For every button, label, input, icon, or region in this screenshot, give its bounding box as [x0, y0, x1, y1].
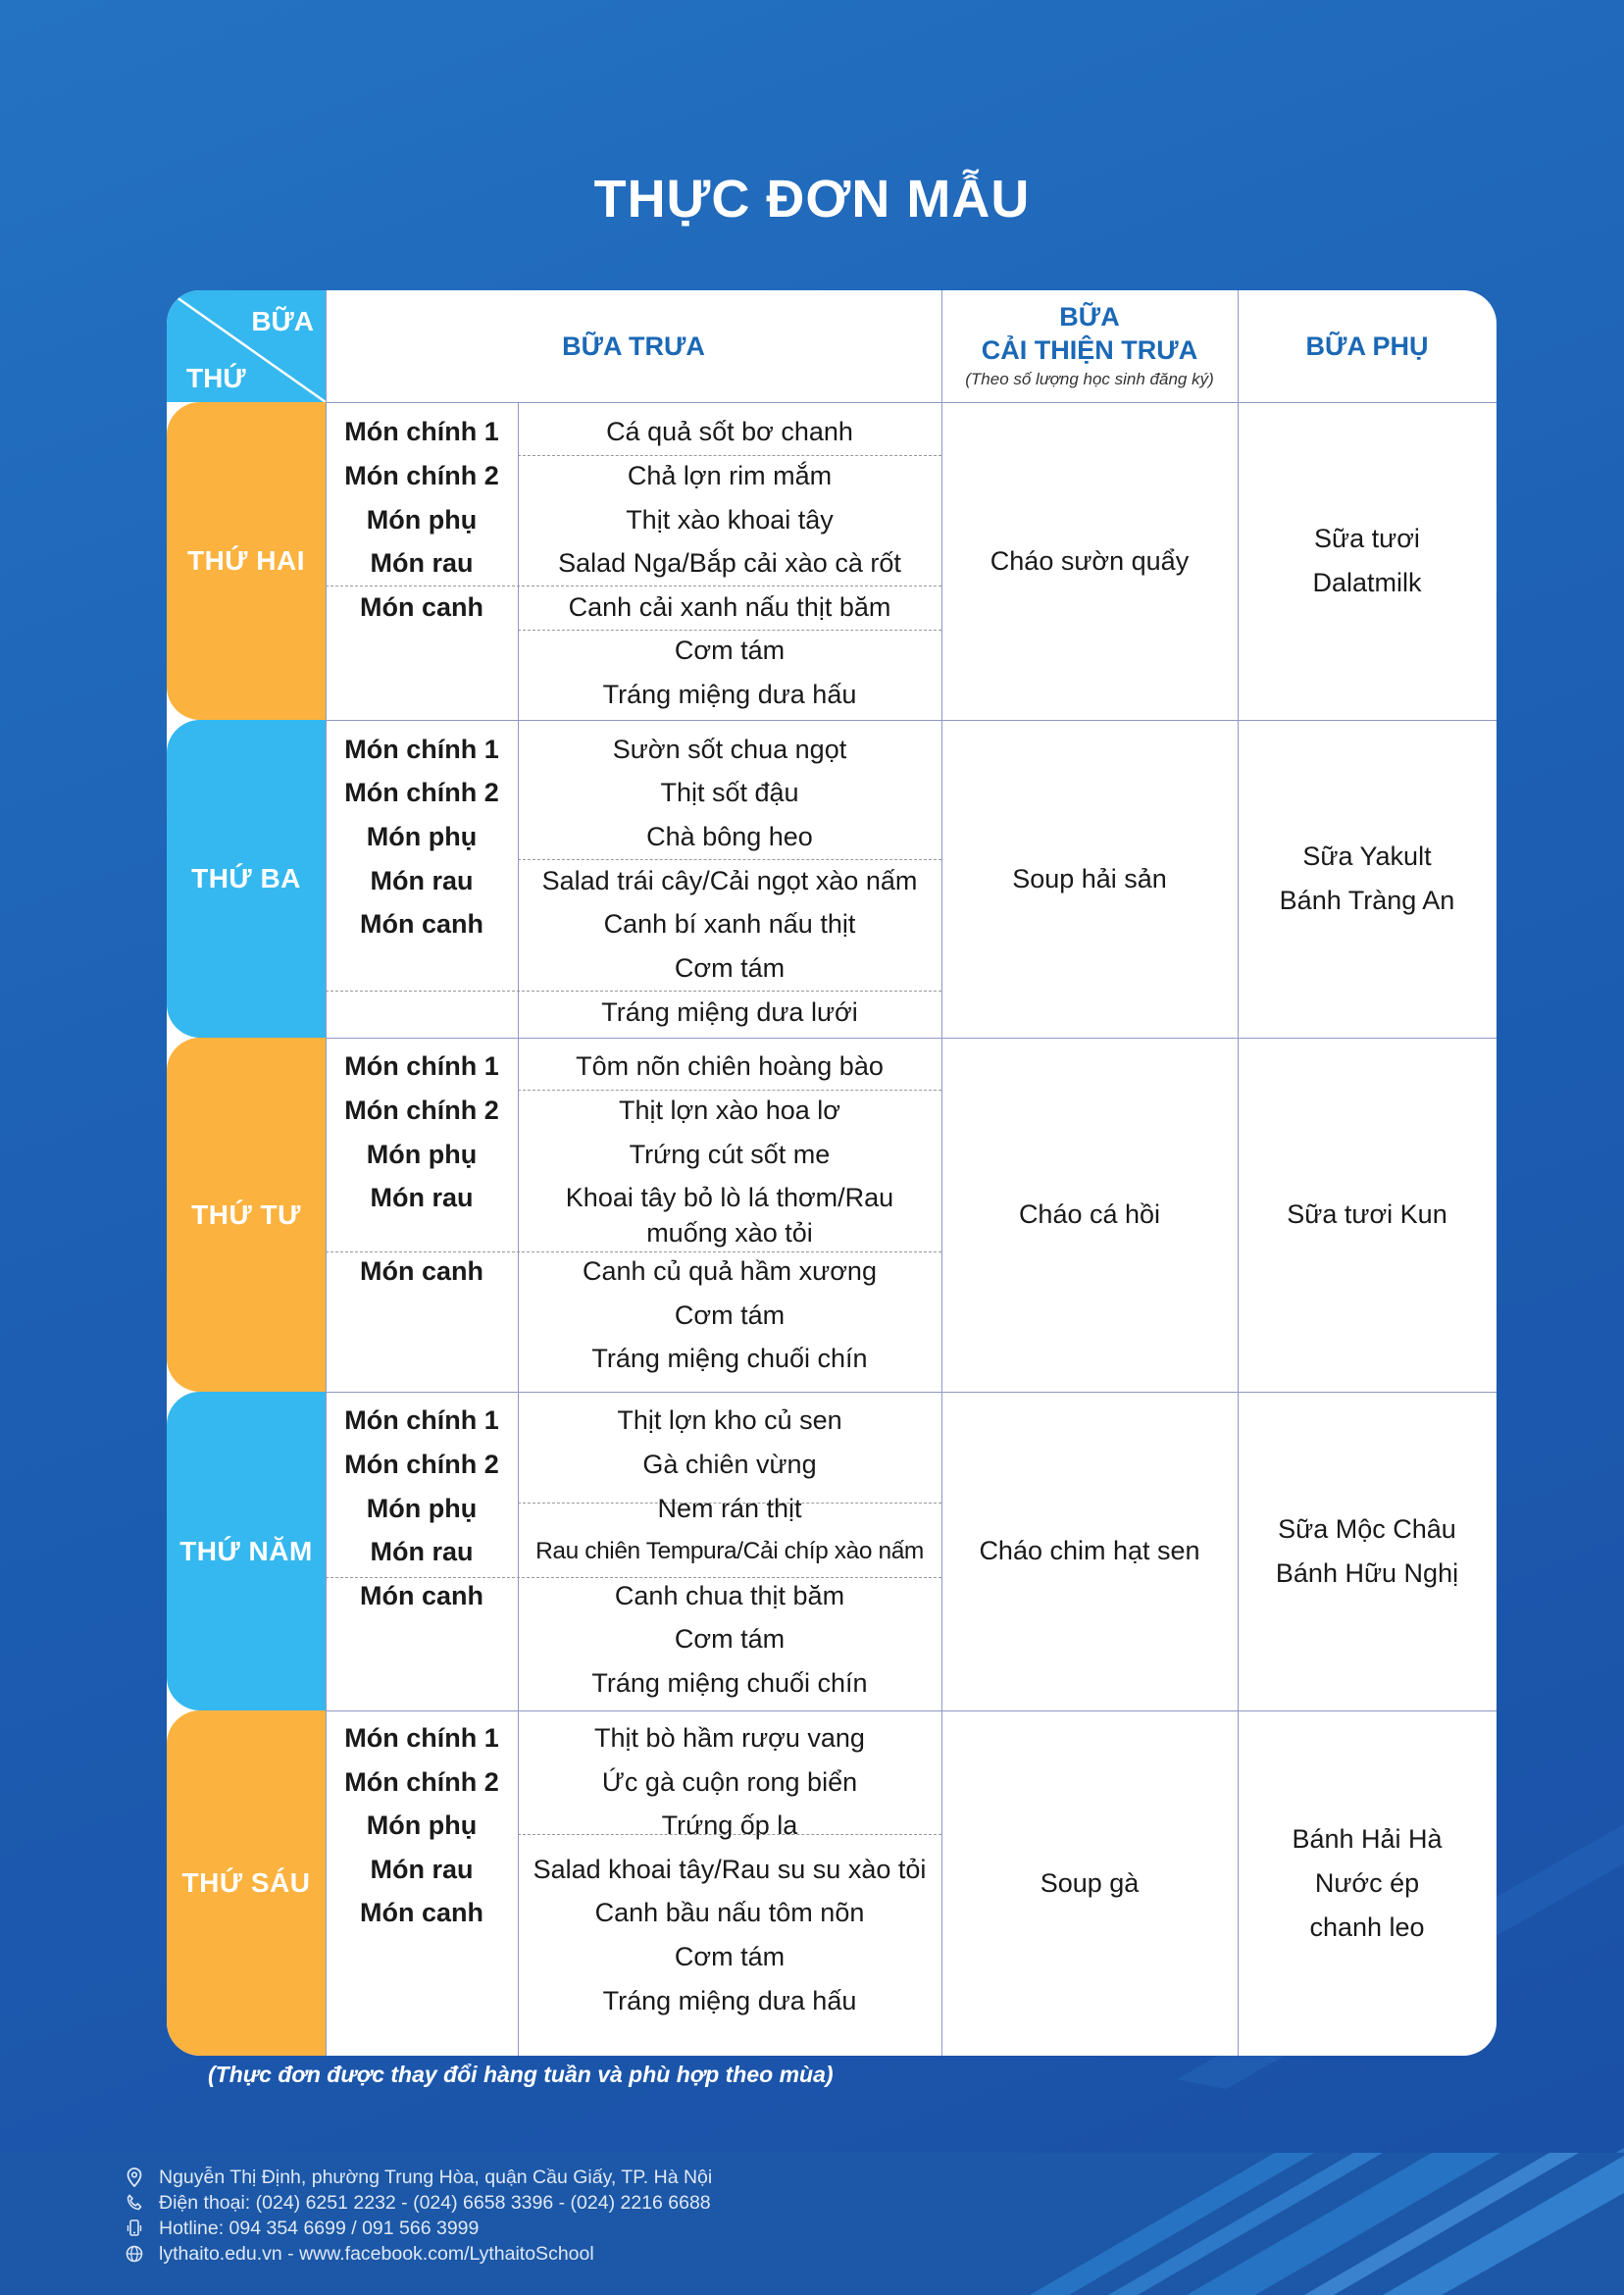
corner-meal-label: BỮA [251, 306, 314, 336]
dish-item: Ức gà cuộn rong biển [601, 1767, 858, 1797]
globe-icon [126, 2245, 159, 2263]
dish-item: Canh củ quả hầm xương [583, 1256, 877, 1286]
snack-item: Bánh Hải Hà [1292, 1823, 1443, 1854]
row-separator [518, 630, 941, 631]
dish-item: Cơm tám [674, 636, 786, 665]
dish-item: Salad trái cây/Cải ngọt xào nấm [541, 866, 918, 895]
dish-item: Thịt xào khoai tây [626, 505, 834, 535]
hotline-text: Hotline: 094 354 6699 / 091 566 3999 [159, 2217, 480, 2239]
snack-item: Bánh Hữu Nghị [1275, 1557, 1459, 1588]
day-label-thursday [167, 1392, 326, 1710]
row-separator [518, 455, 941, 456]
category-label: Món canh [360, 1581, 483, 1610]
category-label: Món phụ [366, 1140, 478, 1169]
category-label: Món chính 1 [344, 735, 499, 764]
dish-item: Thịt sốt đậu [660, 778, 799, 807]
header-improved-lunch [941, 290, 1238, 402]
category-label: Món canh [360, 909, 483, 939]
dish-item: Tráng miệng dưa lưới [601, 997, 858, 1027]
category-label: Món rau [370, 1183, 474, 1212]
improved-lunch-cell [941, 720, 1238, 1038]
category-label: Món chính 2 [344, 1096, 499, 1125]
category-label: Món canh [360, 1256, 483, 1286]
day-name: THỨ TƯ [191, 1198, 301, 1230]
category-label: Món rau [370, 1537, 474, 1566]
snack-item: Sữa Mộc Châu [1278, 1513, 1456, 1544]
category-label: Món phụ [366, 505, 478, 535]
row-separator [326, 991, 941, 992]
snack-item: Sữa tươi [1314, 524, 1420, 553]
dish-item: Nem rán thịt [657, 1494, 802, 1523]
header-snack [1238, 290, 1497, 402]
category-label: Món chính 1 [344, 1405, 499, 1435]
snack-cell [1238, 1710, 1497, 2056]
improved-lunch-item: Soup gà [1040, 1867, 1140, 1898]
header-improved-line1: BỮA [1059, 302, 1120, 332]
improved-lunch-cell [941, 1392, 1238, 1710]
dish-item: Salad khoai tây/Rau su su xào tỏi [533, 1855, 927, 1884]
snack-cell [1238, 1038, 1497, 1392]
dish-item: Cá quả sốt bơ chanh [606, 417, 853, 446]
dish-item: Tráng miệng dưa hấu [602, 680, 857, 709]
header-corner [167, 290, 326, 402]
dish-item: Tráng miệng chuối chín [591, 1344, 868, 1373]
day-label-tuesday [167, 720, 326, 1038]
dish-item: Salad Nga/Bắp cải xào cà rốt [558, 548, 901, 578]
menu-table [167, 290, 1497, 2056]
header-lunch [326, 290, 941, 402]
page-title: THỰC ĐƠN MẪU [593, 170, 1031, 229]
dish-item: Trứng cút sốt me [629, 1140, 831, 1169]
header-improved-line2: CẢI THIỆN TRƯA [981, 335, 1198, 365]
header-improved-note: (Theo số lượng học sinh đăng ký) [965, 370, 1214, 388]
day-name: THỨ NĂM [179, 1535, 313, 1566]
category-label: Món rau [370, 548, 474, 578]
day-name: THỨ HAI [186, 545, 306, 576]
location-pin-icon [126, 2168, 159, 2187]
improved-lunch-item: Cháo sườn quẩy [990, 545, 1190, 576]
dish-item: Canh bí xanh nấu thịt [603, 909, 856, 939]
category-label: Món phụ [366, 1810, 478, 1840]
category-label: Món chính 2 [344, 778, 499, 807]
dish-item: Chả lợn rim mắm [627, 461, 833, 490]
category-label: Món phụ [366, 1494, 478, 1523]
category-label: Món chính 1 [344, 417, 499, 446]
dish-item: Cơm tám [674, 1942, 786, 1971]
snack-cell [1238, 402, 1497, 720]
header-snack-label: BỮA PHỤ [1305, 332, 1429, 361]
dish-item: Canh bầu nấu tôm nõn [594, 1898, 865, 1927]
category-label: Món canh [360, 1898, 483, 1927]
improved-lunch-cell [941, 402, 1238, 720]
row-separator [518, 1090, 941, 1091]
header-lunch-label: BỮA TRƯA [562, 332, 705, 361]
category-label: Món chính 2 [344, 1767, 499, 1797]
mobile-phone-icon [126, 2218, 159, 2238]
dish-item: Canh chua thịt băm [614, 1581, 845, 1610]
snack-item: Sữa tươi Kun [1287, 1199, 1447, 1229]
dish-item: Sườn sốt chua ngọt [612, 735, 847, 764]
phone-icon [126, 2194, 159, 2212]
category-label: Món chính 2 [344, 461, 499, 490]
category-label: Món phụ [366, 822, 478, 851]
dish-item: Cơm tám [674, 1624, 786, 1654]
snack-item: Dalatmilk [1312, 568, 1422, 597]
snack-item: Nước ép [1314, 1867, 1420, 1898]
contact-info [126, 2165, 712, 2267]
website-text[interactable]: lythaito.edu.vn - www.facebook.com/LythaitoSchool [159, 2242, 594, 2265]
snack-cell [1238, 720, 1497, 1038]
category-label: Món canh [360, 592, 483, 622]
improved-lunch-item: Cháo chim hạt sen [979, 1536, 1200, 1565]
dish-item: Tráng miệng chuối chín [591, 1668, 868, 1698]
day-label-wednesday [167, 1038, 326, 1392]
dish-item: muống xào tỏi [646, 1218, 813, 1248]
improved-lunch-cell [941, 1710, 1238, 2056]
day-label-monday [167, 402, 326, 720]
improved-lunch-cell [941, 1038, 1238, 1392]
snack-item: Sữa Yakult [1302, 842, 1432, 871]
phone-text: Điện thoại: (024) 6251 2232 - (024) 6658 3396 - (024) 2216 6688 [159, 2191, 711, 2214]
day-label-friday [167, 1710, 326, 2056]
dish-item: Khoai tây bỏ lò lá thơm/Rau [565, 1183, 894, 1212]
dish-item: Trứng ốp la [661, 1810, 798, 1840]
category-label: Món chính 2 [344, 1450, 499, 1479]
improved-lunch-item: Cháo cá hồi [1018, 1199, 1161, 1229]
snack-item: chanh leo [1309, 1912, 1425, 1942]
dish-item: Thịt lợn kho củ sen [617, 1405, 842, 1435]
menu-footnote: (Thực đơn được thay đổi hàng tuần và phù hợp theo mùa) [208, 2062, 834, 2087]
category-label: Món rau [370, 1855, 474, 1884]
category-label: Món chính 1 [344, 1051, 499, 1081]
category-label: Món rau [370, 866, 474, 895]
day-name: THỨ BA [191, 863, 301, 893]
category-label: Món chính 1 [344, 1723, 499, 1753]
dish-item: Cơm tám [674, 1300, 786, 1330]
dish-item: Tráng miệng dưa hấu [602, 1986, 857, 2015]
dish-item: Gà chiên vừng [642, 1450, 817, 1479]
dish-item: Rau chiên Tempura/Cải chíp xào nấm [535, 1538, 924, 1564]
corner-day-label: THỨ [186, 363, 246, 393]
dish-item: Cơm tám [674, 953, 786, 983]
dish-item: Thịt bò hầm rượu vang [594, 1723, 865, 1753]
dish-item: Canh cải xanh nấu thịt băm [568, 592, 891, 622]
day-name: THỨ SÁU [181, 1867, 311, 1898]
snack-item: Bánh Tràng An [1279, 886, 1455, 915]
dish-item: Tôm nõn chiên hoàng bào [576, 1051, 884, 1081]
dish-item: Chà bông heo [646, 822, 813, 851]
row-separator [518, 859, 941, 860]
address-text: Nguyễn Thị Định, phường Trung Hòa, quận Cầu Giấy, TP. Hà Nội [159, 2166, 713, 2188]
improved-lunch-item: Soup hải sản [1012, 863, 1167, 893]
dish-item: Thịt lợn xào hoa lơ [618, 1096, 841, 1125]
snack-cell [1238, 1392, 1497, 1710]
